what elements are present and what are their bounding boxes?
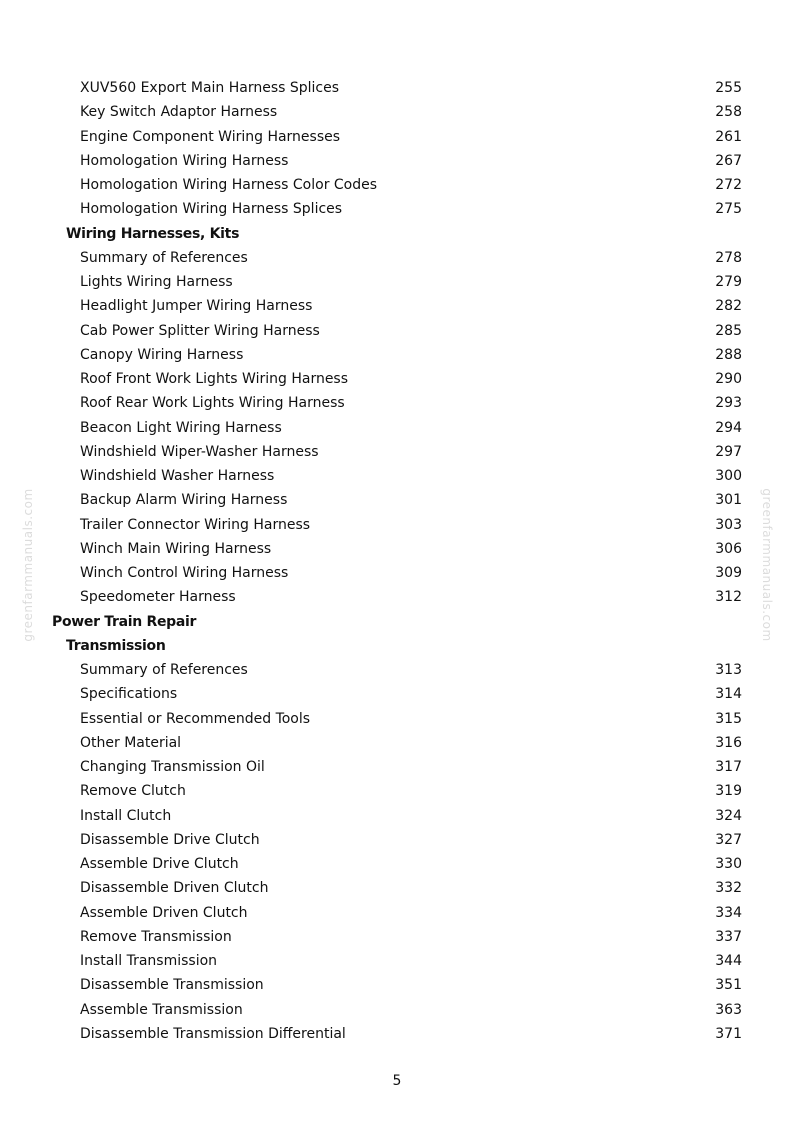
toc-section-heading[interactable] xyxy=(0,634,794,658)
toc-entry-title: Other Material xyxy=(80,734,182,751)
toc-entry[interactable] xyxy=(0,537,794,561)
toc-entry[interactable] xyxy=(0,488,794,512)
toc-entry[interactable] xyxy=(0,561,794,585)
toc-entry[interactable] xyxy=(0,173,794,197)
toc-entry-title: XUV560 Export Main Harness Splices xyxy=(80,80,340,96)
toc-entry-title: Winch Main Wiring Harness xyxy=(80,540,272,557)
toc-entry-title: Lights Wiring Harness xyxy=(80,274,233,290)
toc-entry[interactable] xyxy=(0,319,794,343)
toc-entry-page: 327 xyxy=(715,831,742,848)
toc-entry-title: Assemble Driven Clutch xyxy=(80,904,248,921)
toc-entry-title: Homologation Wiring Harness Splices xyxy=(80,201,343,218)
toc-entry[interactable] xyxy=(0,76,794,100)
toc-entry[interactable] xyxy=(0,876,794,900)
toc-entry-page: 315 xyxy=(715,710,742,727)
table-of-contents xyxy=(0,76,794,1046)
toc-entry[interactable] xyxy=(0,513,794,537)
toc-entry[interactable] xyxy=(0,391,794,415)
toc-entry-title: Disassemble Transmission Differential xyxy=(80,1025,346,1042)
toc-entry[interactable] xyxy=(0,755,794,779)
toc-entry-page: 294 xyxy=(715,419,742,436)
toc-entry-page: 317 xyxy=(715,759,742,775)
toc-entry-title: Changing Transmission Oil xyxy=(80,759,265,775)
toc-entry[interactable] xyxy=(0,197,794,221)
toc-entry-title: Windshield Wiper-Washer Harness xyxy=(80,443,319,460)
toc-entry-title: Disassemble Transmission xyxy=(80,977,264,994)
toc-entry-title: Disassemble Drive Clutch xyxy=(80,831,260,848)
toc-entry-page: 371 xyxy=(715,1025,742,1042)
toc-entry[interactable] xyxy=(0,828,794,852)
toc-entry-page: 285 xyxy=(715,322,742,339)
toc-entry-title: Summary of References xyxy=(80,662,248,678)
toc-entry[interactable] xyxy=(0,901,794,925)
toc-entry-page: 313 xyxy=(715,662,742,678)
toc-entry-title: Winch Control Wiring Harness xyxy=(80,565,289,581)
toc-entry[interactable] xyxy=(0,658,794,682)
toc-entry-title: Disassemble Driven Clutch xyxy=(80,880,269,897)
toc-entry[interactable] xyxy=(0,707,794,731)
toc-entry-title: Backup Alarm Wiring Harness xyxy=(80,492,288,509)
toc-entry[interactable] xyxy=(0,998,794,1022)
toc-entry-title: Homologation Wiring Harness xyxy=(80,152,289,169)
toc-entry[interactable] xyxy=(0,949,794,973)
toc-entry-page: 332 xyxy=(715,880,742,897)
toc-entry-page: 300 xyxy=(715,468,742,484)
toc-entry-page: 297 xyxy=(715,443,742,460)
toc-entry[interactable] xyxy=(0,925,794,949)
toc-entry[interactable] xyxy=(0,270,794,294)
toc-entry-title: Engine Component Wiring Harnesses xyxy=(80,128,341,145)
toc-entry-page: 303 xyxy=(715,516,742,533)
toc-entry-page: 319 xyxy=(715,783,742,800)
toc-entry-title: Specifications xyxy=(80,686,178,703)
toc-entry[interactable] xyxy=(0,416,794,440)
toc-entry-page: 288 xyxy=(715,346,742,363)
toc-entry[interactable] xyxy=(0,731,794,755)
toc-entry[interactable] xyxy=(0,100,794,124)
toc-entry[interactable] xyxy=(0,294,794,318)
toc-entry-title: Headlight Jumper Wiring Harness xyxy=(80,298,313,315)
toc-entry-page: 282 xyxy=(715,298,742,315)
toc-entry-page: 316 xyxy=(715,734,742,751)
toc-entry-page: 314 xyxy=(715,686,742,703)
toc-entry-title: Remove Clutch xyxy=(80,783,186,800)
toc-entry[interactable] xyxy=(0,682,794,706)
toc-section-heading[interactable] xyxy=(0,222,794,246)
toc-entry-page: 301 xyxy=(715,492,742,509)
toc-entry-title: Trailer Connector Wiring Harness xyxy=(80,516,311,533)
toc-entry-page: 267 xyxy=(715,152,742,169)
toc-entry-page: 330 xyxy=(715,856,742,872)
watermark-left: greenfarmmanuals.com xyxy=(21,488,35,642)
toc-entry-title: Install Transmission xyxy=(80,953,218,969)
toc-entry-title: Assemble Transmission xyxy=(80,1001,243,1018)
toc-entry-page: 363 xyxy=(715,1001,742,1018)
watermark-right: greenfarmmanuals.com xyxy=(760,488,774,642)
toc-entry-title: Remove Transmission xyxy=(80,928,232,945)
toc-entry-page: 290 xyxy=(715,371,742,387)
toc-entry-page: 312 xyxy=(715,589,742,606)
page-number: 5 xyxy=(392,1073,402,1089)
toc-entry-title: Windshield Washer Harness xyxy=(80,468,275,484)
toc-entry[interactable] xyxy=(0,367,794,391)
toc-entry-page: 324 xyxy=(715,807,742,824)
toc-entry[interactable] xyxy=(0,464,794,488)
toc-entry[interactable] xyxy=(0,1022,794,1046)
toc-entry-title: Cab Power Splitter Wiring Harness xyxy=(80,322,320,339)
toc-entry[interactable] xyxy=(0,246,794,270)
toc-entry-title: Key Switch Adaptor Harness xyxy=(80,104,278,121)
toc-entry-page: 351 xyxy=(715,977,742,994)
toc-entry[interactable] xyxy=(0,585,794,609)
toc-entry-page: 275 xyxy=(715,201,742,218)
toc-entry-page: 261 xyxy=(715,128,742,145)
toc-entry-title: Roof Front Work Lights Wiring Harness xyxy=(80,371,349,387)
toc-entry-page: 309 xyxy=(715,565,742,581)
toc-entry-page: 337 xyxy=(715,928,742,945)
toc-entry-title: Wiring Harnesses, Kits xyxy=(66,225,240,242)
toc-entry-title: Beacon Light Wiring Harness xyxy=(80,419,282,436)
toc-entry[interactable] xyxy=(0,149,794,173)
toc-entry-page: 293 xyxy=(715,395,742,412)
toc-entry-title: Install Clutch xyxy=(80,807,172,824)
toc-entry-title: Assemble Drive Clutch xyxy=(80,856,239,872)
toc-entry[interactable] xyxy=(0,804,794,828)
toc-entry-page: 255 xyxy=(715,80,742,96)
toc-entry-page: 344 xyxy=(715,953,742,969)
toc-entry-title: Homologation Wiring Harness Color Codes xyxy=(80,177,378,193)
toc-entry-page: 279 xyxy=(715,274,742,290)
toc-entry-page: 258 xyxy=(715,104,742,121)
toc-entry[interactable] xyxy=(0,779,794,803)
toc-entry-title: Power Train Repair xyxy=(52,613,197,630)
toc-entry[interactable] xyxy=(0,852,794,876)
toc-entry[interactable] xyxy=(0,440,794,464)
toc-entry[interactable] xyxy=(0,343,794,367)
toc-entry-title: Essential or Recommended Tools xyxy=(80,710,311,727)
toc-entry-title: Summary of References xyxy=(80,249,248,266)
toc-entry-page: 334 xyxy=(715,904,742,921)
toc-chapter-heading[interactable] xyxy=(0,610,794,634)
toc-entry-title: Transmission xyxy=(66,637,166,654)
toc-entry-page: 306 xyxy=(715,540,742,557)
toc-entry-title: Canopy Wiring Harness xyxy=(80,346,244,363)
toc-entry-page: 272 xyxy=(715,177,742,193)
toc-entry-page: 278 xyxy=(715,249,742,266)
toc-entry-title: Speedometer Harness xyxy=(80,589,236,606)
toc-entry-title: Roof Rear Work Lights Wiring Harness xyxy=(80,395,345,412)
toc-entry[interactable] xyxy=(0,125,794,149)
toc-entry[interactable] xyxy=(0,973,794,997)
